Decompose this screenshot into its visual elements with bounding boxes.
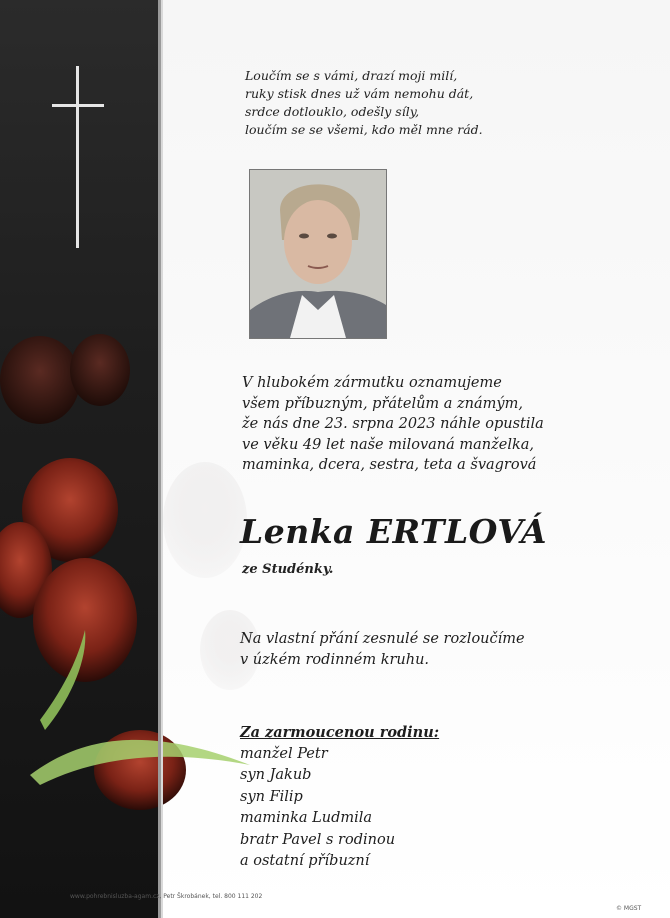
funeral-service-imprint: www.pohrebnisluzba-agam.cz, Petr Škrobánek, tel. 800 111 202	[70, 893, 263, 900]
deceased-name: Lenka ERTLOVÁ	[240, 512, 547, 551]
announcement-line: že nás dne 23. srpna 2023 náhle opustila	[242, 416, 544, 432]
family-heading: Za zarmoucenou rodinu:	[240, 724, 440, 741]
tulip-flowers-decoration	[0, 330, 260, 850]
portrait-image	[250, 170, 386, 338]
wish-line: Na vlastní přání zesnulé se rozloučíme	[240, 631, 525, 647]
announcement-line: všem příbuzným, přátelům a známým,	[242, 395, 523, 412]
cross-icon	[50, 66, 106, 248]
death-announcement	[242, 373, 642, 476]
farewell-wish	[240, 629, 640, 671]
family-member: bratr Pavel s rodinou	[240, 831, 396, 848]
poem-line: ruky stisk dnes už vám nemohu dát,	[245, 86, 474, 101]
farewell-poem	[245, 67, 605, 139]
portrait-photo	[249, 169, 387, 339]
deceased-origin: ze Studénky.	[242, 562, 334, 577]
poem-line: Loučím se s vámi, drazí moji milí,	[245, 68, 458, 83]
announcement-line: maminka, dcera, sestra, teta a švagrová	[242, 457, 537, 473]
copyright-mark: © MGST	[616, 905, 642, 912]
family-list	[240, 722, 640, 873]
family-member: maminka Ludmila	[240, 810, 373, 826]
family-member: a ostatní příbuzní	[240, 853, 370, 869]
family-member: manžel Petr	[240, 745, 328, 762]
announcement-line: ve věku 49 let naše milovaná manželka,	[242, 436, 535, 453]
band-divider-light	[161, 0, 163, 918]
family-member: syn Filip	[240, 788, 303, 805]
family-member: syn Jakub	[240, 767, 312, 783]
wish-line: v úzkém rodinném kruhu.	[240, 652, 430, 668]
announcement-line: V hlubokém zármutku oznamujeme	[242, 375, 502, 391]
poem-line: srdce dotlouklo, odešly síly,	[245, 104, 420, 119]
poem-line: loučím se se všemi, kdo měl mne rád.	[245, 122, 483, 137]
